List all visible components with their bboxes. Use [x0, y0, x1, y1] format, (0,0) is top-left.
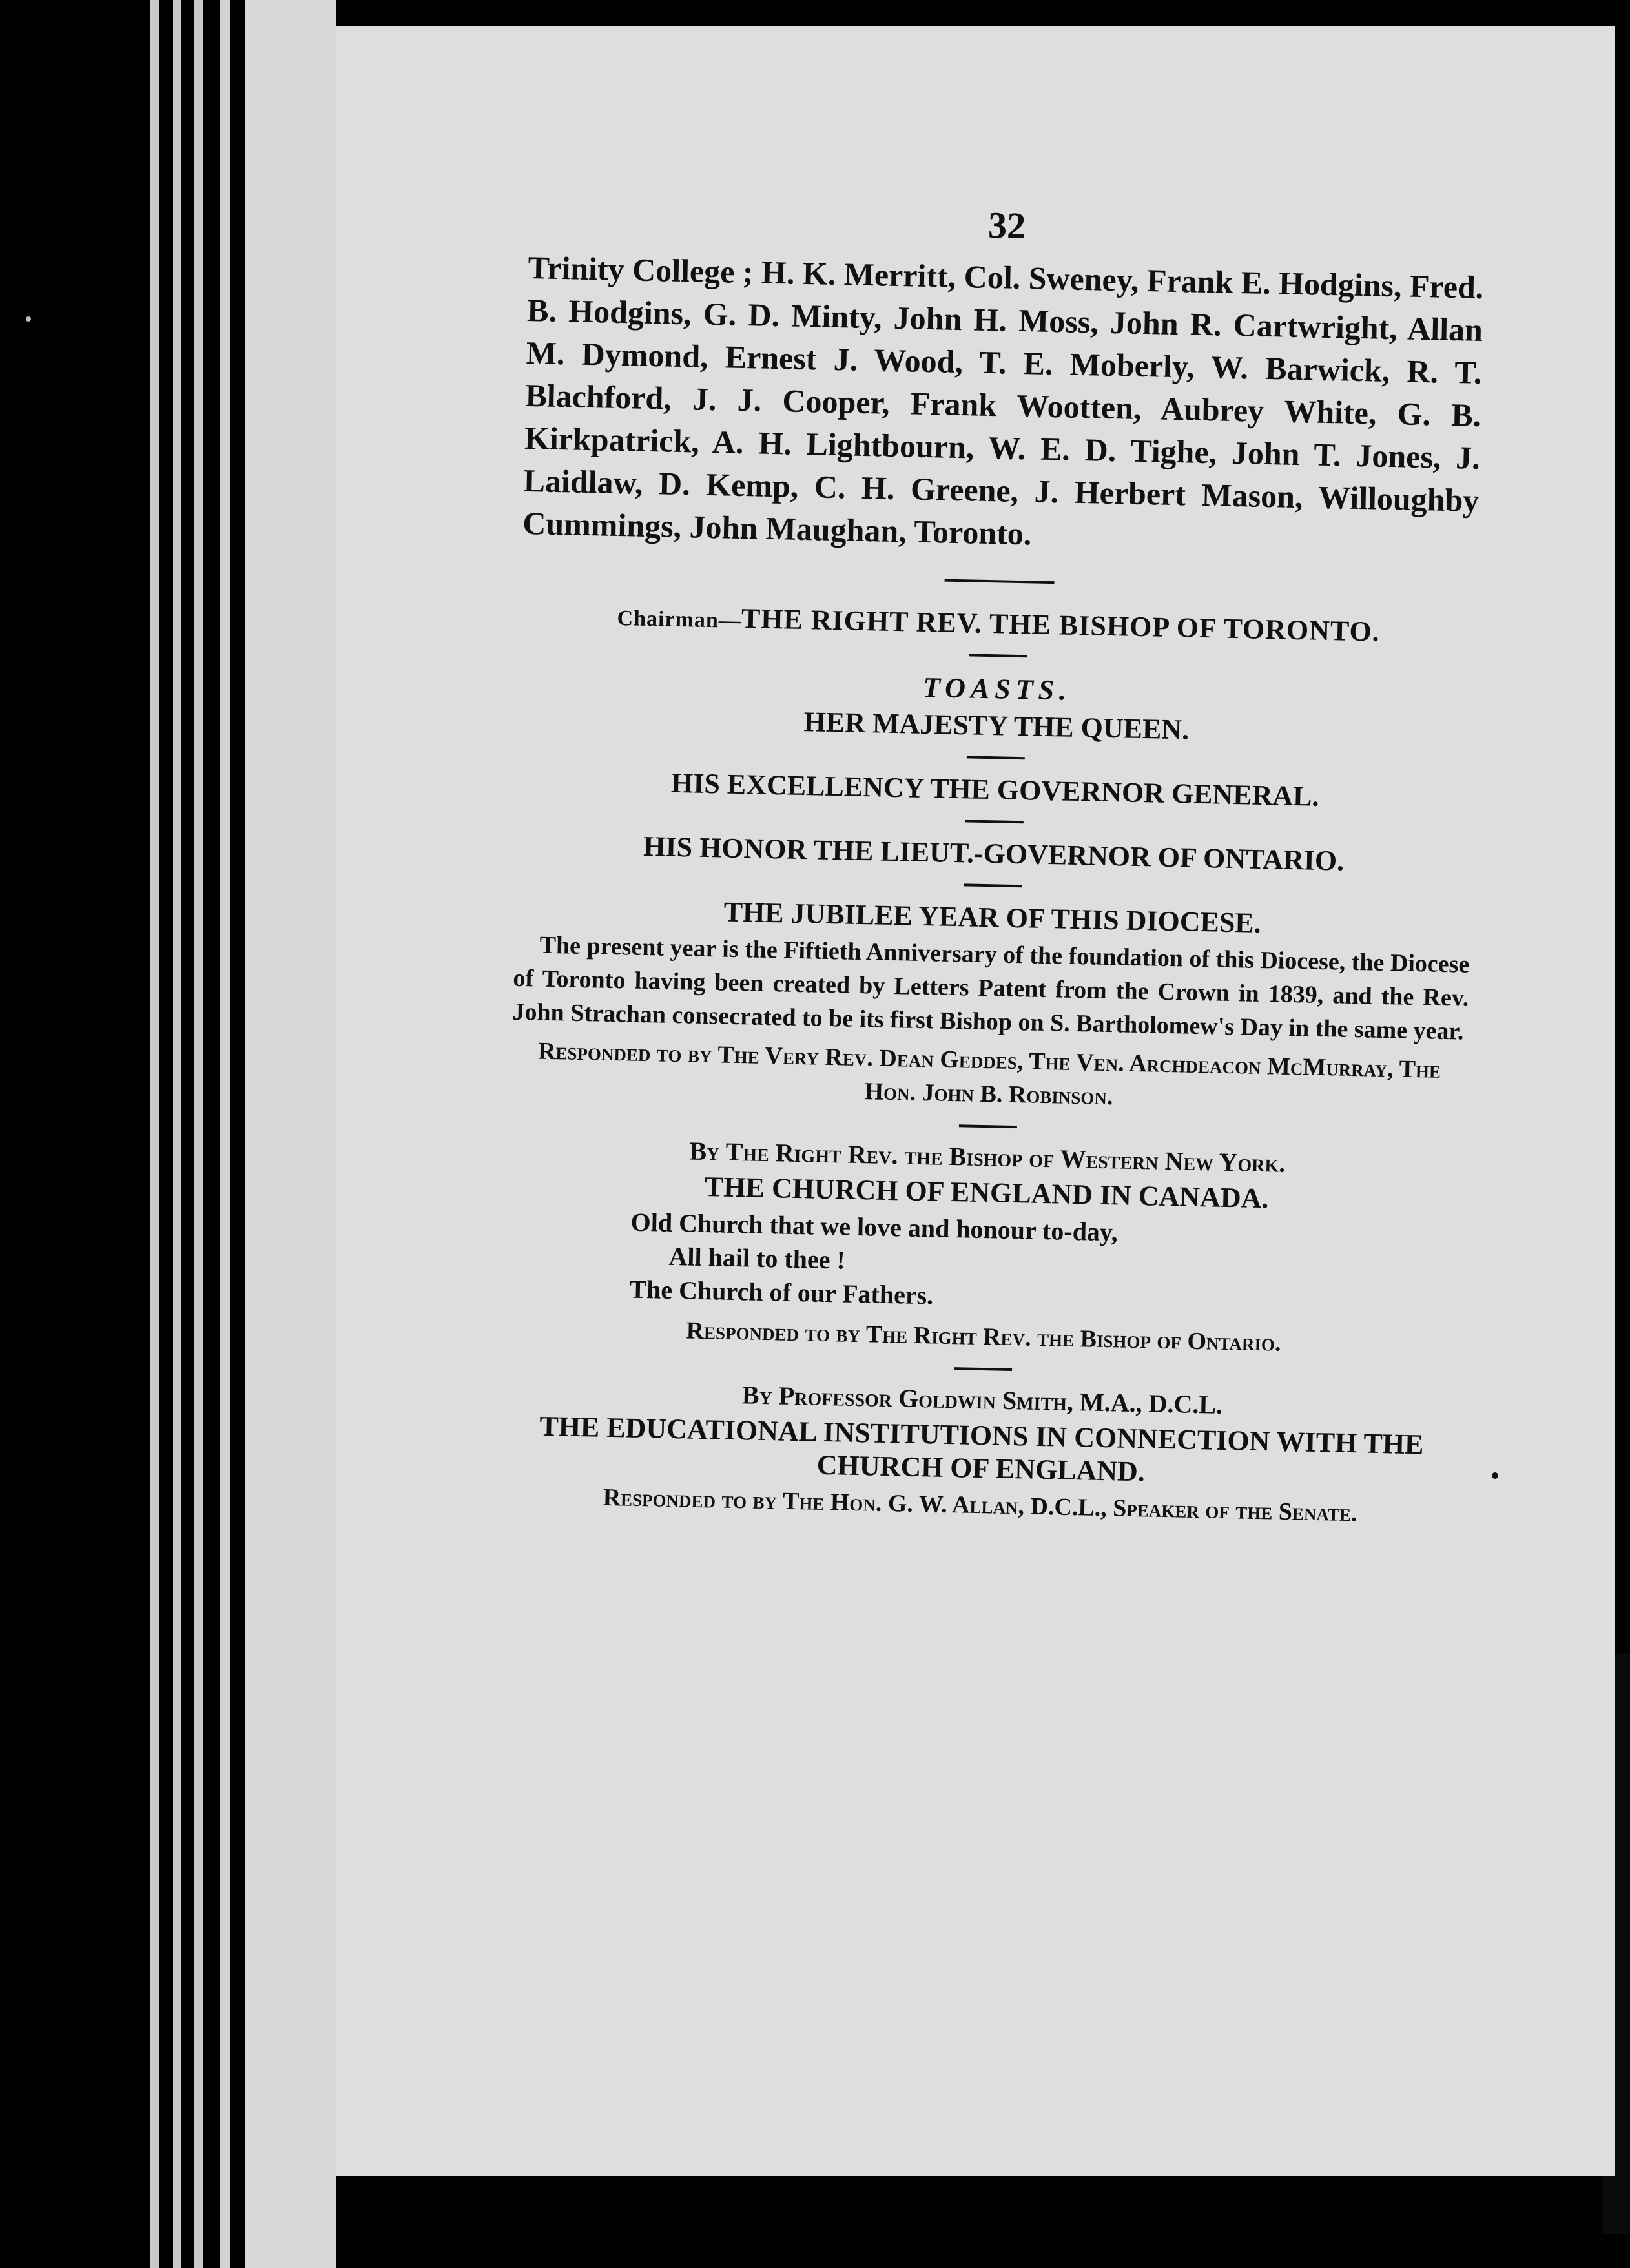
- book-edge: [173, 0, 181, 2268]
- verse-line: Old Church that we love and honour to-day,: [630, 1207, 1119, 1247]
- page-content: [502, 194, 1485, 1536]
- scan-speck: [26, 316, 31, 322]
- section-divider: [964, 883, 1022, 887]
- education-proposer: By Professor Goldwin Smith, M.A., D.C.L.: [741, 1380, 1223, 1419]
- toast-lieut-governor: HIS HONOR THE LIEUT.-GOVERNOR OF ONTARIO.: [643, 830, 1345, 877]
- book-edge: [220, 0, 230, 2268]
- jubilee-title: THE JUBILEE YEAR OF THIS DIOCESE.: [723, 896, 1262, 939]
- book-edge: [245, 0, 336, 2268]
- toast-queen: HER MAJESTY THE QUEEN.: [803, 706, 1190, 746]
- church-title: THE CHURCH OF ENGLAND IN CANADA.: [704, 1171, 1269, 1215]
- church-responded: Responded to by The Right Rev. the Bishop of Ontario.: [686, 1317, 1281, 1357]
- book-edge: [194, 0, 203, 2268]
- page-number: 32: [987, 203, 1026, 247]
- toast-governor-general: HIS EXCELLENCY THE GOVERNOR GENERAL.: [670, 767, 1320, 812]
- section-divider: [967, 756, 1025, 759]
- chairman-label: Chairman—: [617, 606, 742, 634]
- section-divider: [945, 579, 1055, 584]
- section-divider: [969, 654, 1027, 657]
- education-title: THE EDUCATIONAL INSTITUTIONS IN CONNECTION WITH THE CHURCH OF ENGLAND.: [539, 1410, 1424, 1488]
- section-divider: [965, 820, 1024, 823]
- section-divider: [959, 1124, 1017, 1128]
- scan-speck: [1492, 1472, 1498, 1479]
- chairman-line: [521, 597, 1477, 650]
- jubilee-paragraph: The present year is the Fiftieth Anniversary of the foundation of this Diocese, the Diocese of Toronto having been created by Letters Patent from the Crown in 1839, and the Rev. John Strachan consecrated to be its first Bishop on S. Bartholomew's Day in the same year.: [512, 931, 1470, 1046]
- toasts-heading: TOASTS.: [922, 671, 1072, 706]
- book-edge: [150, 0, 159, 2268]
- chairman-name: THE RIGHT REV. THE BISHOP OF TORONTO.: [741, 603, 1381, 648]
- attendee-list: Trinity College ; H. K. Merritt, Col. Sweney, Frank E. Hodgins, Fred. B. Hodgins, G. D. Minty, John H. Moss, John R. Cartwright, Allan M. Dymond, Ernest J. Wood, T. E. Moberly, W. Barwick, R. T. Blachford, J. J. Cooper, Frank Wootten, Aubrey White, G. B. Kirkpatrick, A. H. Lightbourn, W. E. D. Tighe, John T. Jones, J. Laidlaw, D. Kemp, C. H. Greene, J. Herbert Mason, Willoughby Cummings, John Maughan, Toronto.: [522, 249, 1484, 552]
- education-responded: Responded to by The Hon. G. W. Allan, D.C.L., Speaker of the Senate.: [603, 1483, 1357, 1527]
- verse-line: All hail to thee !: [668, 1241, 846, 1275]
- section-divider: [954, 1367, 1012, 1371]
- church-proposer: By The Right Rev. the Bishop of Western New York.: [689, 1136, 1286, 1178]
- church-verse: [629, 1206, 1464, 1324]
- verse-line: The Church of our Fathers.: [629, 1274, 934, 1310]
- jubilee-responded: Responded to by The Very Rev. Dean Geddes, The Ven. Archdeacon McMurray, The Hon. John B. Robinson.: [537, 1037, 1441, 1111]
